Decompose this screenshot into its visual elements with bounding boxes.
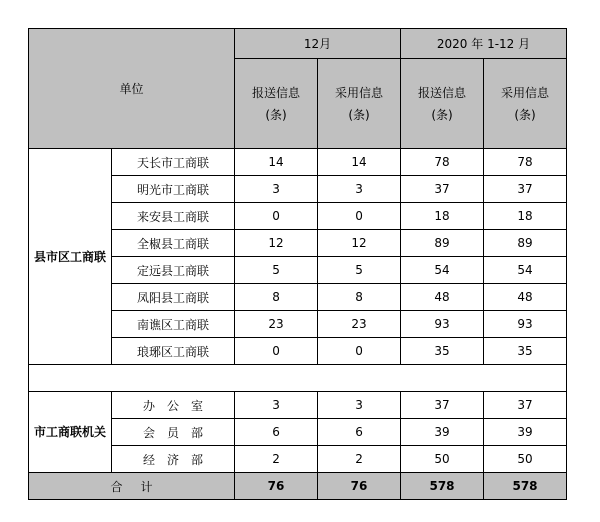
year-adopted: 35 [484, 338, 567, 365]
month-submitted: 12 [235, 230, 318, 257]
year-adopted: 37 [484, 392, 567, 419]
month-submitted: 23 [235, 311, 318, 338]
month-submitted: 8 [235, 284, 318, 311]
total-label: 合计 [29, 473, 235, 500]
spacer-row [29, 365, 567, 392]
month-submitted: 3 [235, 176, 318, 203]
month-adopted: 0 [318, 203, 401, 230]
year-adopted: 37 [484, 176, 567, 203]
org-name: 办公室 [112, 392, 235, 419]
group-label-city: 市工商联机关 [29, 392, 112, 473]
year-adopted: 89 [484, 230, 567, 257]
year-adopted: 78 [484, 149, 567, 176]
year-adopted: 48 [484, 284, 567, 311]
year-submitted: 50 [401, 446, 484, 473]
month-adopted: 8 [318, 284, 401, 311]
table-row [29, 392, 567, 419]
org-name: 来安县工商联 [112, 203, 235, 230]
year-submitted: 37 [401, 392, 484, 419]
group-label-county: 县市区工商联 [29, 149, 112, 365]
col-label: 报送信息 [252, 85, 301, 100]
month-adopted: 3 [318, 392, 401, 419]
month-submitted: 0 [235, 338, 318, 365]
month-submitted: 5 [235, 257, 318, 284]
col-unit: (条) [514, 107, 536, 122]
total-year-submitted: 578 [401, 473, 484, 500]
total-month-submitted: 76 [235, 473, 318, 500]
total-year-adopted: 578 [484, 473, 567, 500]
month-adopted: 14 [318, 149, 401, 176]
month-adopted-header [318, 59, 401, 149]
col-unit: (条) [348, 107, 370, 122]
year-submitted-header [401, 59, 484, 149]
month-adopted: 12 [318, 230, 401, 257]
org-name: 全椒县工商联 [112, 230, 235, 257]
year-adopted-header [484, 59, 567, 149]
month-submitted: 2 [235, 446, 318, 473]
month-adopted: 6 [318, 419, 401, 446]
month-adopted: 0 [318, 338, 401, 365]
month-submitted: 3 [235, 392, 318, 419]
year-submitted: 78 [401, 149, 484, 176]
year-submitted: 89 [401, 230, 484, 257]
total-month-adopted: 76 [318, 473, 401, 500]
year-adopted: 39 [484, 419, 567, 446]
org-name: 天长市工商联 [112, 149, 235, 176]
year-submitted: 48 [401, 284, 484, 311]
empty-cell [29, 365, 567, 392]
org-name: 经济部 [112, 446, 235, 473]
year-submitted: 39 [401, 419, 484, 446]
year-submitted: 37 [401, 176, 484, 203]
org-name: 会员部 [112, 419, 235, 446]
org-name: 明光市工商联 [112, 176, 235, 203]
month-submitted: 6 [235, 419, 318, 446]
col-label: 采用信息 [335, 85, 384, 100]
month-submitted: 0 [235, 203, 318, 230]
year-adopted: 54 [484, 257, 567, 284]
year-adopted: 18 [484, 203, 567, 230]
month-adopted: 2 [318, 446, 401, 473]
col-unit: (条) [265, 107, 287, 122]
table-row [29, 149, 567, 176]
year-submitted: 18 [401, 203, 484, 230]
year-submitted: 54 [401, 257, 484, 284]
month-header: 12月 [235, 29, 401, 59]
org-name: 凤阳县工商联 [112, 284, 235, 311]
org-name: 南谯区工商联 [112, 311, 235, 338]
year-adopted: 93 [484, 311, 567, 338]
year-submitted: 93 [401, 311, 484, 338]
month-submitted: 14 [235, 149, 318, 176]
month-submitted-header [235, 59, 318, 149]
year-header: 2020 年 1-12 月 [401, 29, 567, 59]
info-statistics-table [28, 28, 567, 500]
year-submitted: 35 [401, 338, 484, 365]
year-adopted: 50 [484, 446, 567, 473]
org-name: 琅琊区工商联 [112, 338, 235, 365]
month-adopted: 3 [318, 176, 401, 203]
org-name: 定远县工商联 [112, 257, 235, 284]
unit-header: 单位 [29, 29, 235, 149]
total-row [29, 473, 567, 500]
col-unit: (条) [431, 107, 453, 122]
month-adopted: 23 [318, 311, 401, 338]
col-label: 采用信息 [501, 85, 550, 100]
col-label: 报送信息 [418, 85, 467, 100]
month-adopted: 5 [318, 257, 401, 284]
